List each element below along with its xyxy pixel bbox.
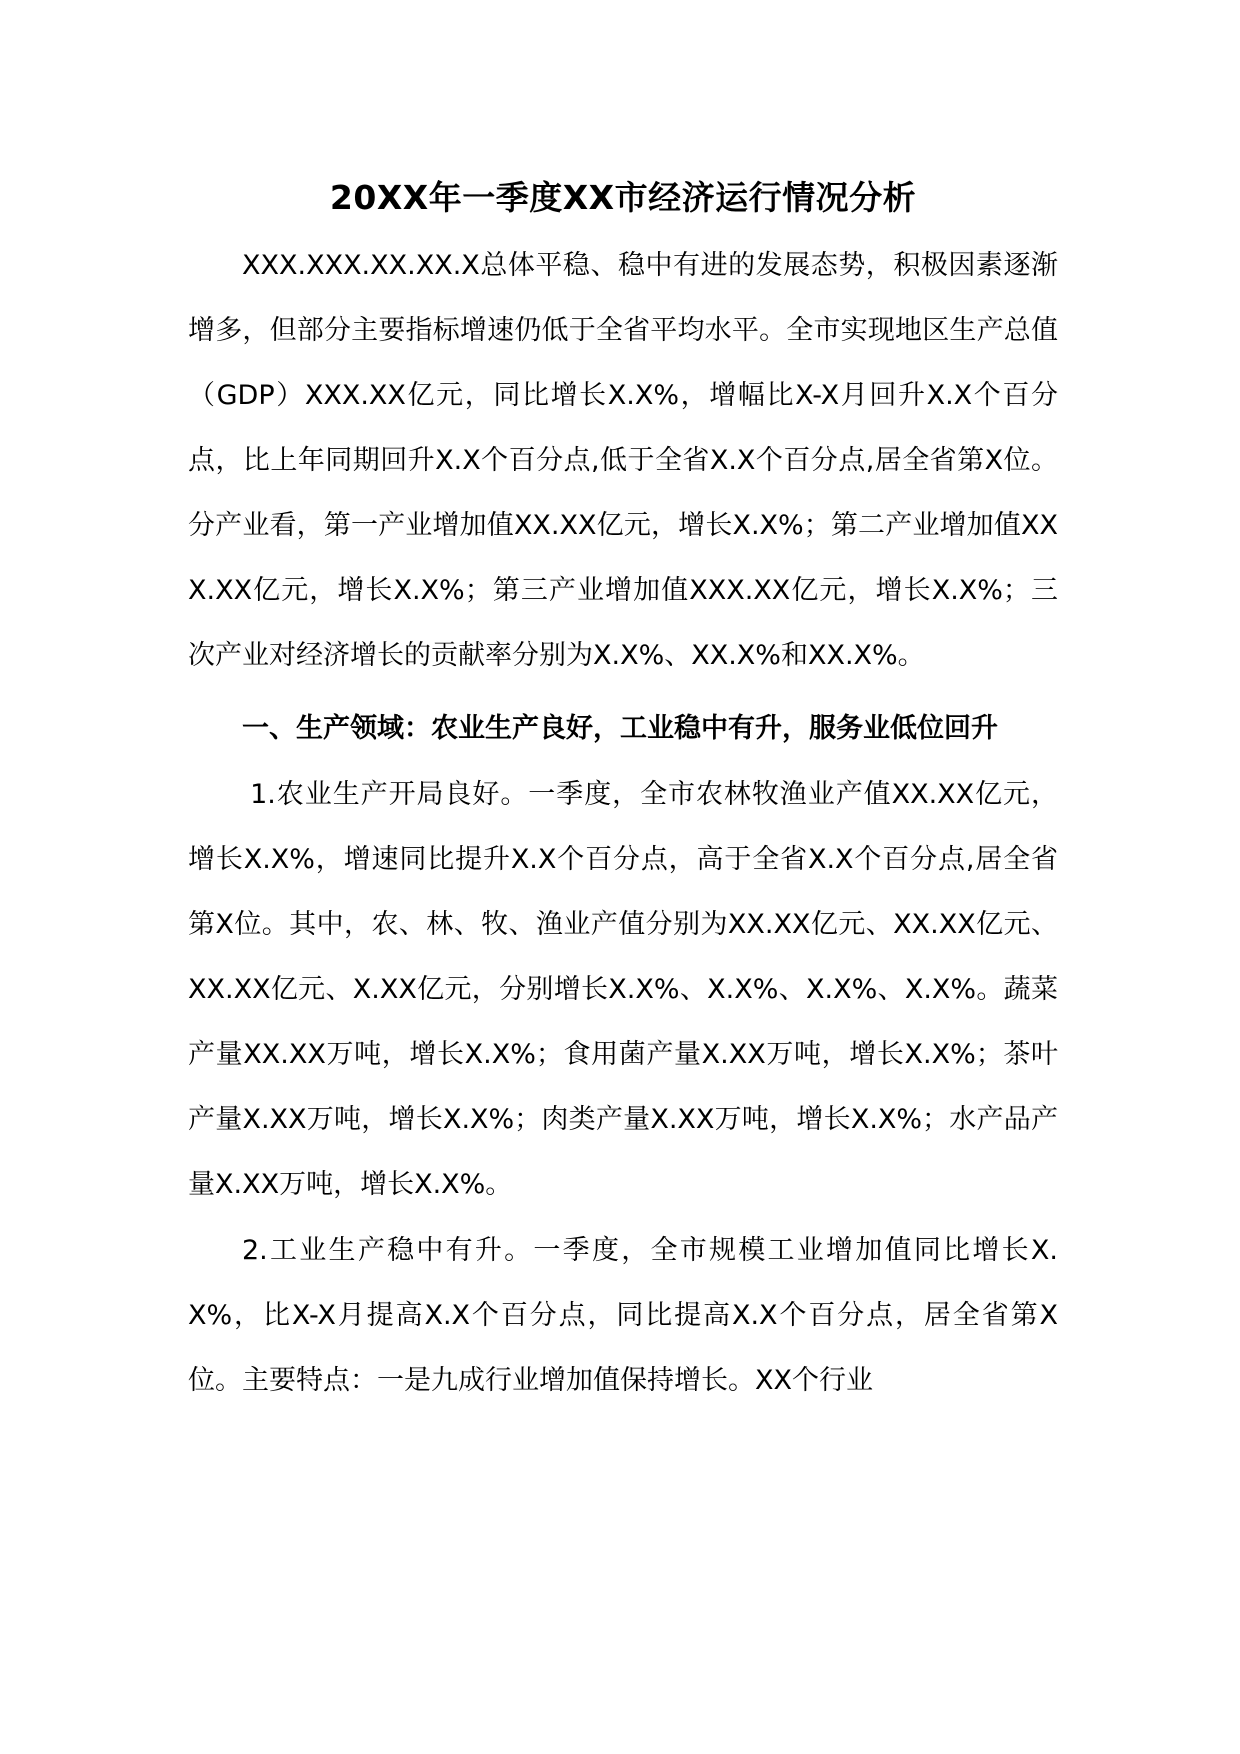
industry-paragraph: 2.工业生产稳中有升。一季度，全市规模工业增加值同比增长X.X%，比X-X月提高X.X个百分点，同比提高X.X个百分点，居全省第X位。主要特点：一是九成行业增加值保持增长。XX个行业 (188, 1235, 1058, 1396)
section-heading: 一、生产领域：农业生产良好，工业稳中有升，服务业低位回升 (242, 713, 998, 744)
agriculture-paragraph: 1.农业生产开局良好。一季度，全市农林牧渔业产值XX.XX亿元，增长X.X%，增速同比提升X.X个百分点，高于全省X.X个百分点,居全省第X位。其中，农、林、牧、渔业产值分别为XX.XX亿元、XX.XX亿元、XX.XX亿元、X.XX亿元，分别增长X.X%、X.X%、X.X%、X.X%。蔬菜产量XX.XX万吨，增长X.X%；食用菌产量X.XX万吨，增长X.X%；茶叶产量X.XX万吨，增长X.X%；肉类产量X.XX万吨，增长X.X%；水产品产量X.XX万吨，增长X.X%。 (188, 779, 1058, 1200)
document-title: 20XX年一季度XX市经济运行情况分析 (329, 178, 917, 217)
intro-paragraph: XXX.XXX.XX.XX.X总体平稳、稳中有进的发展态势，积极因素逐渐增多，但部分主要指标增速仍低于全省平均水平。全市实现地区生产总值（GDP）XXX.XX亿元，同比增长X.X%，增幅比X-X月回升X.X个百分点，比上年同期回升X.X个百分点,低于全省X.X个百分点,居全省第X位。分产业看，第一产业增加值XX.XX亿元，增长X.X%；第二产业增加值XXX.XX亿元，增长X.X%；第三产业增加值XXX.XX亿元，增长X.X%；三次产业对经济增长的贡献率分别为X.X%、XX.X%和XX.X%。 (188, 250, 1058, 671)
document-page (188, 172, 1058, 1413)
